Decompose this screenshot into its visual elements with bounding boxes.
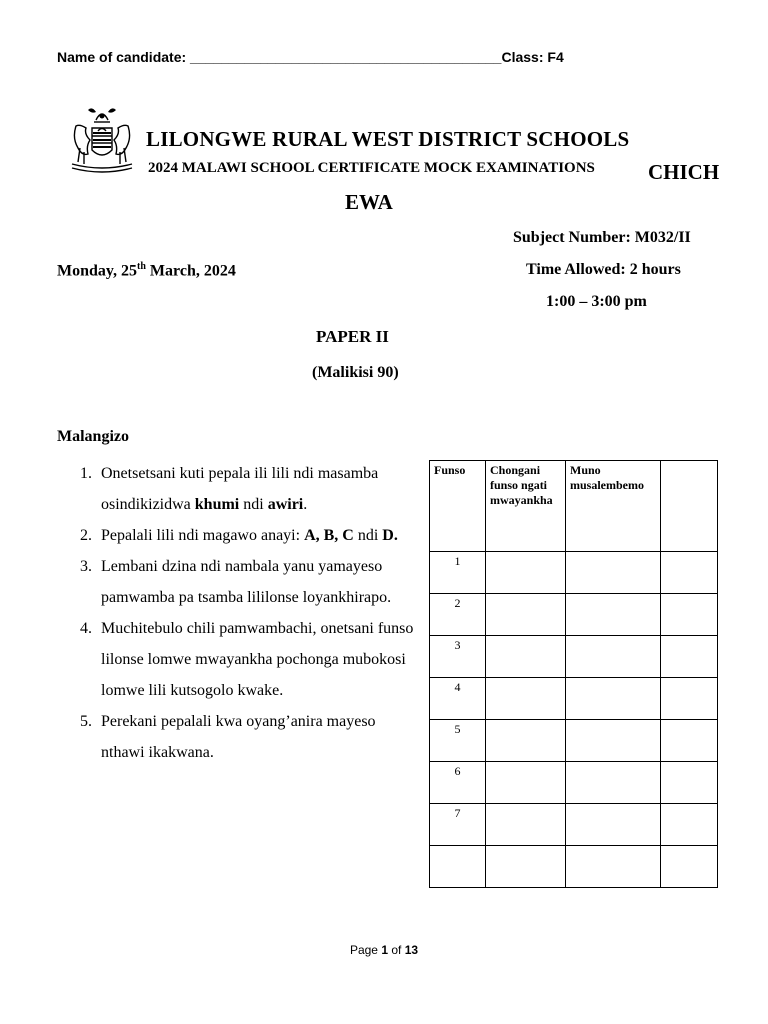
total-marks: (Malikisi 90)	[312, 364, 399, 381]
class-label: Class: F4	[501, 49, 564, 65]
subject-name-part1: CHICH	[648, 160, 720, 184]
examiner-cell	[566, 846, 661, 888]
candidate-name-line	[57, 49, 564, 65]
question-number: 2	[430, 594, 486, 636]
examiner-cell	[566, 762, 661, 804]
question-number: 4	[430, 678, 486, 720]
extra-cell	[661, 594, 718, 636]
instructions-list	[80, 458, 415, 768]
subject-number: Subject Number: M032/II	[513, 229, 691, 246]
time-allowed: Time Allowed: 2 hours	[526, 261, 681, 278]
school-title: LILONGWE RURAL WEST DISTRICT SCHOOLS	[146, 127, 630, 151]
examiner-cell	[566, 636, 661, 678]
extra-cell	[661, 636, 718, 678]
extra-cell	[661, 678, 718, 720]
tick-cell[interactable]	[486, 552, 566, 594]
time-range: 1:00 – 3:00 pm	[546, 293, 647, 310]
tick-cell[interactable]	[486, 720, 566, 762]
tick-cell[interactable]	[486, 804, 566, 846]
exam-title: 2024 MALAWI SCHOOL CERTIFICATE MOCK EXAMINATIONS	[148, 160, 595, 176]
header-chongani: Chongani funso ngati mwayankha	[486, 461, 566, 552]
question-number: 5	[430, 720, 486, 762]
question-number	[430, 846, 486, 888]
question-number: 6	[430, 762, 486, 804]
date-suffix: th	[137, 261, 146, 272]
page-footer: Page 1 of 13	[349, 943, 419, 957]
subject-name-part2: EWA	[345, 190, 393, 214]
header-blank	[661, 461, 718, 552]
tick-cell[interactable]	[486, 846, 566, 888]
examiner-cell	[566, 552, 661, 594]
examiner-cell	[566, 678, 661, 720]
date-day: Monday, 25	[57, 262, 138, 280]
instruction-item: 2. Pepalali lili ndi magawo anayi: A, B, C ndi D.	[80, 527, 398, 544]
table-row	[430, 846, 718, 888]
table-row	[430, 552, 718, 594]
current-page: 1	[381, 943, 388, 957]
table-row	[430, 804, 718, 846]
table-row	[430, 636, 718, 678]
extra-cell	[661, 846, 718, 888]
exam-date	[57, 261, 236, 280]
question-number: 1	[430, 552, 486, 594]
tick-cell[interactable]	[486, 594, 566, 636]
table-row	[430, 678, 718, 720]
instruction-item: 3. Lembani dzina ndi nambala yanu yamayeso pamwamba pa tsamba lililonse loyankhirapo.	[80, 558, 392, 606]
table-row	[430, 594, 718, 636]
question-number: 3	[430, 636, 486, 678]
instruction-item: 5. Perekani pepalali kwa oyang’anira mayeso nthawi ikakwana.	[80, 713, 376, 761]
coat-of-arms-icon	[66, 106, 138, 178]
extra-cell	[661, 552, 718, 594]
examiner-cell	[566, 720, 661, 762]
instructions-title: Malangizo	[57, 428, 129, 445]
header-funso: Funso	[430, 461, 486, 552]
questions-answered-table	[429, 460, 718, 888]
table-row	[430, 720, 718, 762]
tick-cell[interactable]	[486, 678, 566, 720]
date-rest: March, 2024	[145, 262, 236, 280]
extra-cell	[661, 720, 718, 762]
tick-cell[interactable]	[486, 762, 566, 804]
extra-cell	[661, 762, 718, 804]
instruction-item: 1. Onetsetsani kuti pepala ili lili ndi masamba osindikizidwa khumi ndi awiri.	[80, 465, 379, 513]
examiner-cell	[566, 804, 661, 846]
total-pages: 13	[404, 943, 419, 957]
extra-cell	[661, 804, 718, 846]
candidate-name-label: Name of candidate: ________________________________________	[57, 49, 502, 65]
table-row	[430, 762, 718, 804]
examiner-cell	[566, 594, 661, 636]
tick-cell[interactable]	[486, 636, 566, 678]
paper-title: PAPER II	[316, 327, 389, 346]
table-header-row	[430, 461, 718, 552]
question-number: 7	[430, 804, 486, 846]
instruction-item: 4. Muchitebulo chili pamwambachi, onetsani funso lilonse lomwe mwayankha pochonga mubokosi lomwe lili kutsogolo kwake.	[80, 620, 414, 699]
header-muno: Muno musalembemo	[566, 461, 661, 552]
